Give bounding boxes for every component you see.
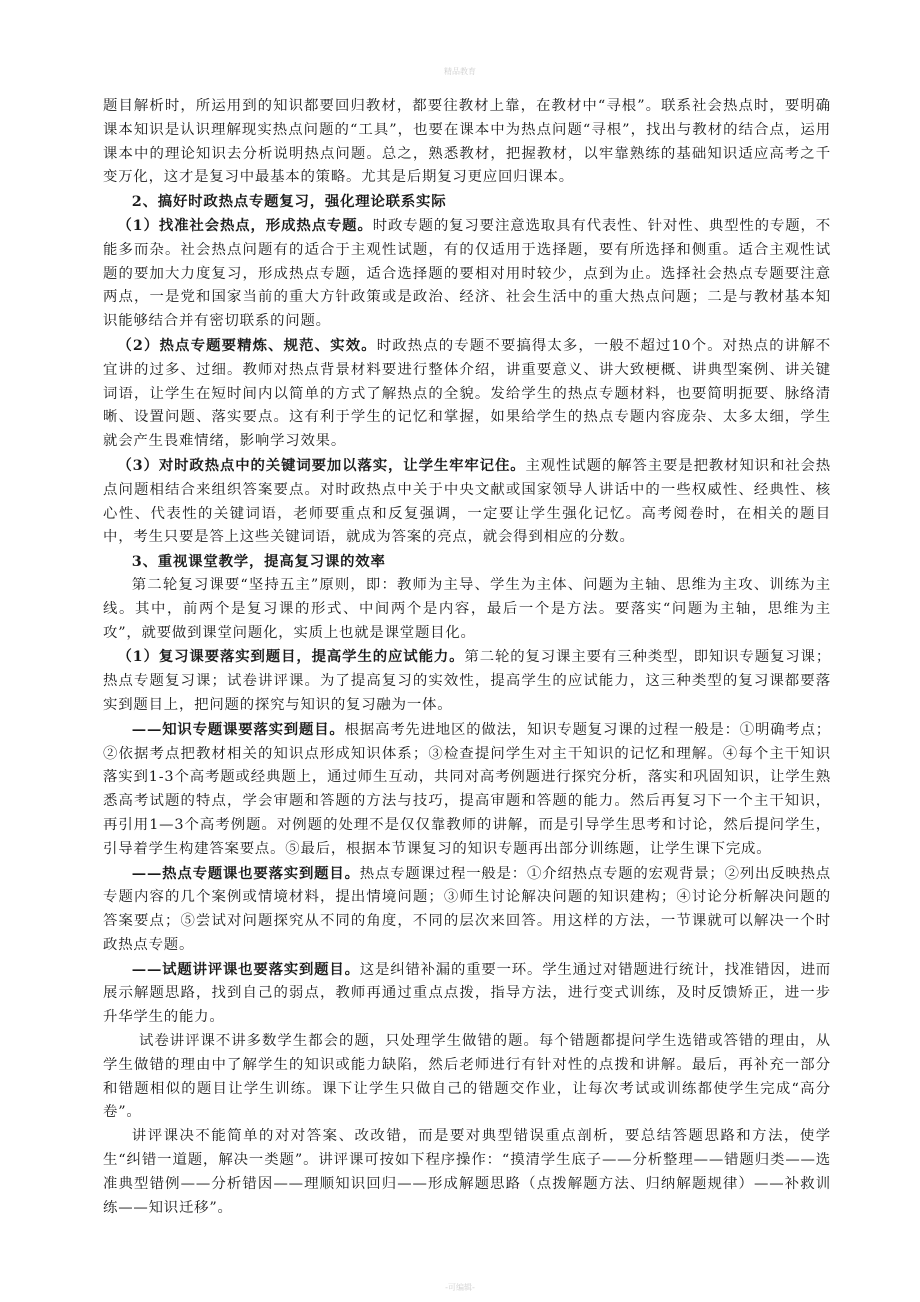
dash-item-exam-review-lead: ——试题讲评课也要落实到题目。	[131, 960, 360, 978]
review-item-1-lead: （1）复习课要落实到题目，提高学生的应试能力。	[117, 648, 465, 666]
subsection-3-lead: （3）对时政热点中的关键词要加以落实，让学生牢牢记住。	[117, 456, 526, 474]
dash-item-exam-review-text: 这是纠错补漏的重要一环。学生通过对错题进行统计，找准错因，进而展示解题思路，找到自己的弱点，教师再通过重点点拨，指导方法，进行变式训练，及时反馈矫正，进一步升华学生的能力。	[103, 961, 831, 1026]
watermark-bottom: -可编辑-	[445, 1283, 475, 1292]
subsection-2-lead: （2）热点专题要精炼、规范、实效。	[117, 336, 377, 354]
subsection-3-text: 主观性试题的解答主要是把教材知识和社会热点问题相结合来组织答案要点。对时政热点中关于中央文献或国家领导人讲话中的一些权威性、经典性、核心性、代表性的关键词语，老师要重点和反复强调，一定要让学生强化记忆。高考阅卷时，在相关的题目中，考生只要是答上这些关键词语，就成为答案的亮点，就会得到相应的分数。	[103, 457, 831, 546]
dash-item-hotspot-text: 热点专题课过程一般是：①介绍热点专题的宏观背景；②列出反映热点专题内容的几个案例或情境材料，提出情境问题；③师生讨论解决问题的知识建构；④讨论分析解决问题的答案要点；⑤尝试对问题探究从不同的角度，不同的层次来回答。用这样的方法，一节课就可以解决一个时政热点专题。	[103, 865, 831, 953]
subsection-1-text: 时政专题的复习要注意选取具有代表性、针对性、典型性的专题，不能多而杂。社会热点问题有的适合于主观性试题，有的仅适用于选择题，要有所选择和侧重。适合主观性试题的要加大力度复习，形成热点专题，适合选择题的要相对用时较少，点到为止。选择社会热点专题要注意两点，一是党和国家当前的重大方针政策或是政治、经济、社会生活中的重大热点问题；二是与教材基本知识能够结合并有密切联系的问题。	[103, 217, 831, 330]
subsection-1	[103, 214, 831, 334]
subsection-3	[103, 454, 831, 550]
subsection-1-lead: （1）找准社会热点，形成热点专题。	[117, 216, 373, 234]
section-heading-2: 2、搞好时政热点专题复习，强化理论联系实际	[131, 193, 447, 211]
dash-item-hotspot	[103, 862, 831, 958]
paragraph-five-principles: 第二轮复习课要“坚持五主”原则，即：教师为主导、学生为主体、问题为主轴、思维为主攻、训练为主线。其中，前两个是复习课的形式、中间两个是内容，最后一个是方法。要落实“问题为主轴，思维为主攻”，就要做到课堂问题化，实质上也就是课堂题目化。	[103, 576, 831, 641]
paragraph-intro: 题目解析时，所运用到的知识都要回归教材，都要往教材上靠，在教材中“寻根”。联系社会热点时，要明确课本知识是认识理解现实热点问题的“工具”，也要在课本中为热点问题“寻根”，找出与教材的结合点，运用课本中的理论知识去分析说明热点问题。总之，熟悉教材，把握教材，以牢靠熟练的基础知识适应高考之千变万化，这才是复习中最基本的策略。尤其是后期复习更应回归课本。	[103, 98, 831, 186]
review-item-1-text: 第二轮的复习课主要有三种类型，即知识专题复习课；热点专题复习课；试卷讲评课。为了提高复习的实效性，提高学生的应试能力，这三种类型的复习课都要落实到题目上，把问题的探究与知识的复习融为一体。	[103, 649, 832, 713]
document-body	[103, 95, 831, 1220]
dash-item-hotspot-lead: ——热点专题课也要落实到题目。	[131, 864, 360, 882]
watermark-top: 精品教育	[444, 67, 476, 76]
dash-item-knowledge	[103, 718, 831, 862]
subsection-2-text: 时政热点的专题不要搞得太多，一般不超过10个。对热点的讲解不宜讲的过多、过细。教师对热点背景材料要进行整体介绍，讲重要意义、讲大致梗概、讲典型案例、讲关键词语，让学生在短时间内以简单的方式了解热点的全貌。发给学生的热点专题材料，也要简明扼要、脉络清晰、设置问题、落实要点。这有利于学生的记忆和掌握，如果给学生的热点专题内容庞杂、太多太细，学生就会产生畏难情绪，影响学习效果。	[103, 337, 831, 450]
dash-item-knowledge-text: 根据高考先进地区的做法，知识专题复习课的过程一般是：①明确考点；②依据考点把教材相关的知识点形成知识体系；③检查提问学生对主干知识的记忆和理解。④每个主干知识落实到1-3个高考题或经典题上，通过师生互动，共同对高考例题进行探究分析，落实和巩固知识，让学生熟悉高考试题的特点，学会审题和答题的方法与技巧，提高审题和答题的能力。然后再复习下一个主干知识，再引用1—3个高考例题。对例题的处理不是仅仅靠教师的讲解，而是引导学生思考和讨论，然后提问学生，引导着学生构建答案要点。⑤最后，根据本节课复习的知识专题再出部分训练题，让学生课下完成。	[103, 721, 831, 857]
dash-item-knowledge-lead: ——知识专题课要落实到题目。	[131, 720, 345, 738]
paragraph-exam-review-method: 试卷讲评课不讲多数学生都会的题，只处理学生做错的题。每个错题都提问学生选错或答错的理由，从学生做错的理由中了解学生的知识或能力缺陷，然后老师进行有针对性的点拨和讲解。最后，再补充一部分和错题相似的题目让学生训练。课下让学生只做自己的错题交作业，让每次考试或训练都使学生完成“高分卷”。	[103, 1033, 831, 1121]
dash-item-exam-review	[103, 958, 831, 1030]
subsection-2	[103, 334, 831, 454]
review-item-1	[103, 645, 831, 717]
paragraph-review-procedure: 讲评课决不能简单的对对答案、改改错，而是要对典型错误重点剖析，要总结答题思路和方法，使学生“纠错一道题，解决一类题”。讲评课可按如下程序操作：“摸清学生底子——分析整理——错题归类——选准典型错例——分析错因——理顺知识回归——形成解题思路（点拨解题方法、归纳解题规律）——补救训练——知识迁移”。	[103, 1128, 831, 1216]
section-heading-3: 3、重视课堂教学，提高复习课的效率	[131, 553, 386, 571]
